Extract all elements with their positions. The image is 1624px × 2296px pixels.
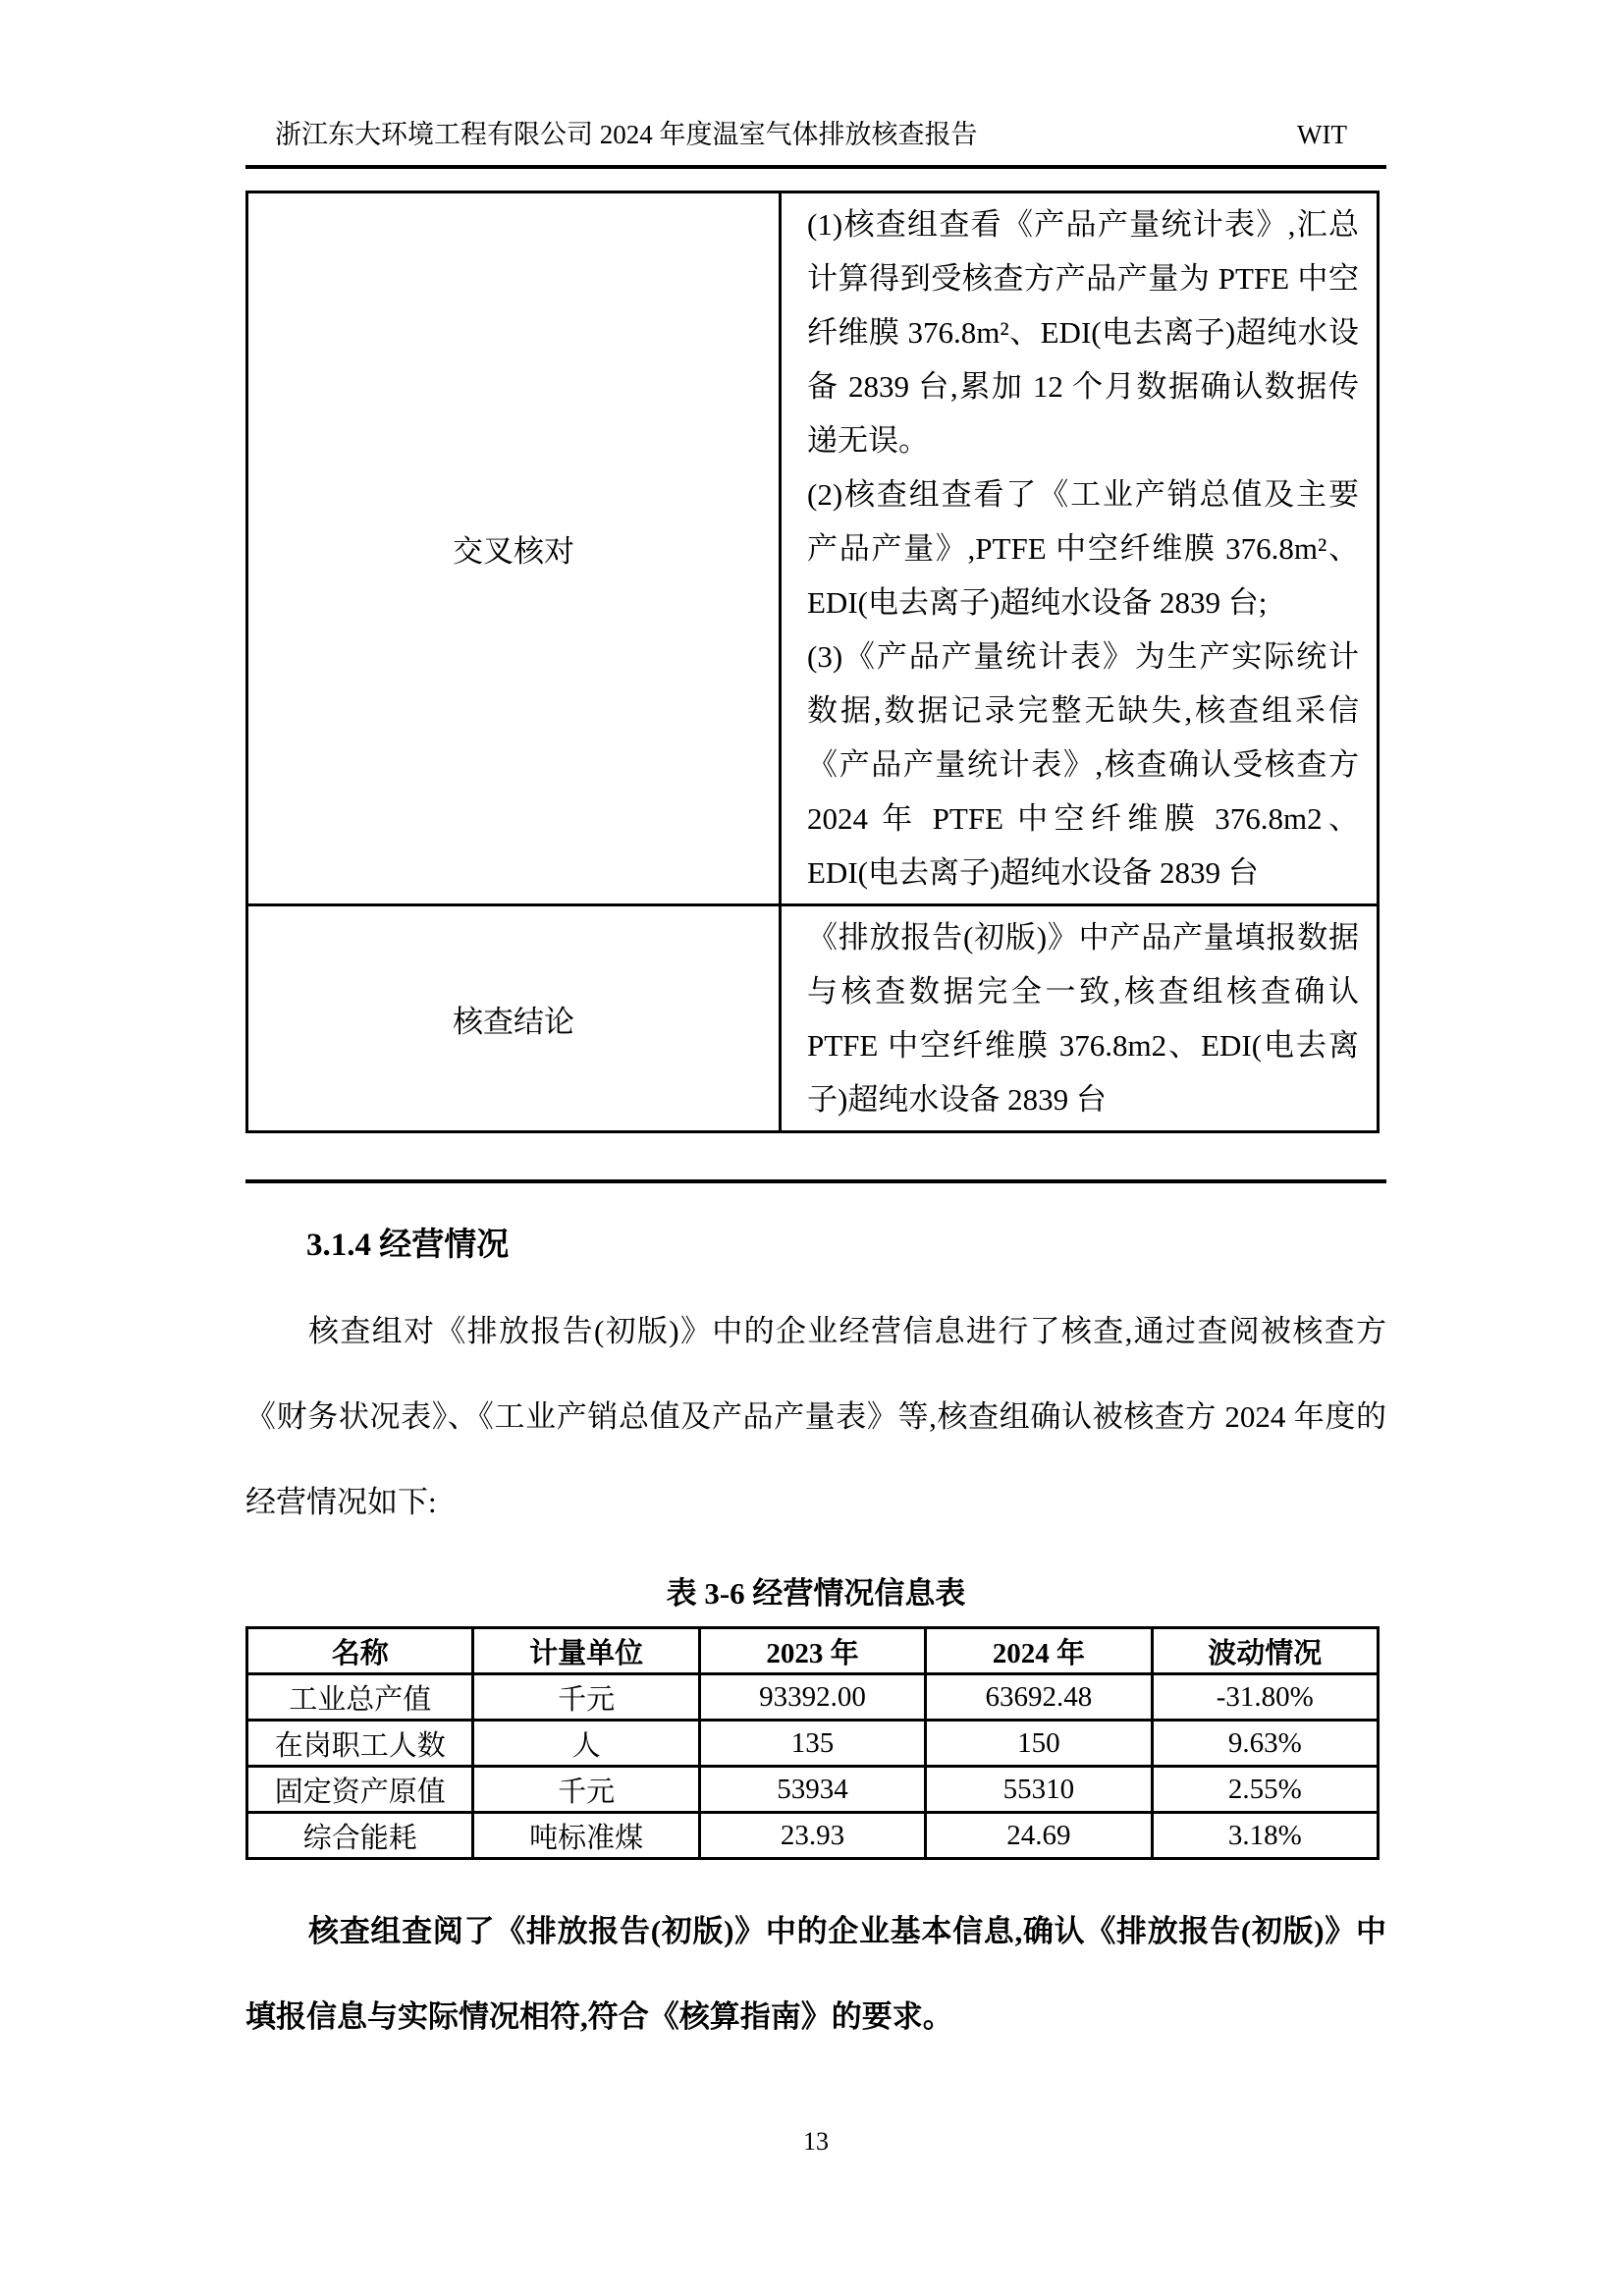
header-logo-text: WIT bbox=[1297, 120, 1347, 149]
table-row bbox=[247, 1767, 1379, 1813]
cell-2024: 24.69 bbox=[926, 1813, 1152, 1859]
cell-2023: 23.93 bbox=[699, 1813, 925, 1859]
header-rule bbox=[245, 165, 1386, 169]
cell-unit: 千元 bbox=[473, 1767, 699, 1813]
cell-fluctuation: 2.55% bbox=[1152, 1767, 1378, 1813]
conclusion-content-cell bbox=[781, 905, 1379, 1132]
cell-name: 综合能耗 bbox=[247, 1813, 473, 1859]
cell-2024: 150 bbox=[926, 1721, 1152, 1767]
section-divider-rule bbox=[245, 1179, 1386, 1183]
column-header-2024: 2024 年 bbox=[926, 1628, 1152, 1674]
cell-name: 固定资产原值 bbox=[247, 1767, 473, 1813]
header-title: 浙江东大环境工程有限公司 2024 年度温室气体排放核查报告 bbox=[275, 120, 978, 149]
cross-check-paragraph-1: (1)核查组查看《产品产量统计表》,汇总计算得到受核查方产品产量为 PTFE 中空纤维膜 376.8m²、EDI(电去离子)超纯水设备 2839 台,累加 12 个月数据确认数据传递无误。 bbox=[807, 207, 1359, 458]
cross-check-paragraph-2: (2)核查组查看了《工业产销总值及主要产品产量》,PTFE 中空纤维膜 376.8m²、EDI(电去离子)超纯水设备 2839 台; bbox=[807, 477, 1359, 620]
section-heading: 3.1.4 经营情况 bbox=[306, 1228, 510, 1263]
table-row bbox=[247, 1813, 1379, 1859]
cell-unit: 吨标准煤 bbox=[473, 1813, 699, 1859]
cross-check-paragraph-3: (3)《产品产量统计表》为生产实际统计数据,数据记录完整无缺失,核查组采信《产品产量统计表》,核查确认受核查方 2024 年 PTFE 中空纤维膜 376.8m2、EDI(电去离子)超纯水设备 2839 台 bbox=[807, 639, 1359, 890]
cell-2023: 53934 bbox=[699, 1767, 925, 1813]
row-label-cross-check: 交叉核对 bbox=[247, 192, 781, 905]
cell-2023: 93392.00 bbox=[699, 1674, 925, 1721]
table-header-row bbox=[247, 1628, 1379, 1674]
business-info-table bbox=[245, 1626, 1380, 1860]
table-row bbox=[247, 192, 1379, 905]
cell-unit: 人 bbox=[473, 1721, 699, 1767]
page-number: 13 bbox=[803, 2127, 829, 2156]
cell-fluctuation: 3.18% bbox=[1152, 1813, 1378, 1859]
cell-name: 工业总产值 bbox=[247, 1674, 473, 1721]
table-row bbox=[247, 1721, 1379, 1767]
table-row bbox=[247, 1674, 1379, 1721]
section-intro-paragraph: 核查组对《排放报告(初版)》中的企业经营信息进行了核查,通过查阅被核查方《财务状况表》、《工业产销总值及产品产量表》等,核查组确认被核查方 2024 年度的经营情况如下: bbox=[245, 1314, 1386, 1519]
column-header-unit: 计量单位 bbox=[473, 1628, 699, 1674]
running-header bbox=[245, 0, 1386, 151]
page-content bbox=[245, 0, 1386, 2090]
cell-2023: 135 bbox=[699, 1721, 925, 1767]
cell-fluctuation: -31.80% bbox=[1152, 1674, 1378, 1721]
column-header-fluctuation: 波动情况 bbox=[1152, 1628, 1378, 1674]
cell-fluctuation: 9.63% bbox=[1152, 1721, 1378, 1767]
closing-paragraph: 核查组查阅了《排放报告(初版)》中的企业基本信息,确认《排放报告(初版)》中填报信息与实际情况相符,符合《核算指南》的要求。 bbox=[245, 1914, 1386, 2034]
cross-check-content-cell bbox=[781, 192, 1379, 905]
table-3-6-caption: 表 3-6 经营情况信息表 bbox=[666, 1576, 966, 1611]
column-header-2023: 2023 年 bbox=[699, 1628, 925, 1674]
cross-check-table bbox=[245, 191, 1380, 1133]
cell-2024: 55310 bbox=[926, 1767, 1152, 1813]
cell-name: 在岗职工人数 bbox=[247, 1721, 473, 1767]
cell-2024: 63692.48 bbox=[926, 1674, 1152, 1721]
row-label-conclusion: 核查结论 bbox=[247, 905, 781, 1132]
table-row bbox=[247, 905, 1379, 1132]
cell-unit: 千元 bbox=[473, 1674, 699, 1721]
conclusion-paragraph: 《排放报告(初版)》中产品产量填报数据与核查数据完全一致,核查组核查确认 PTFE 中空纤维膜 376.8m2、EDI(电去离子)超纯水设备 2839 台 bbox=[807, 920, 1359, 1117]
column-header-name: 名称 bbox=[247, 1628, 473, 1674]
